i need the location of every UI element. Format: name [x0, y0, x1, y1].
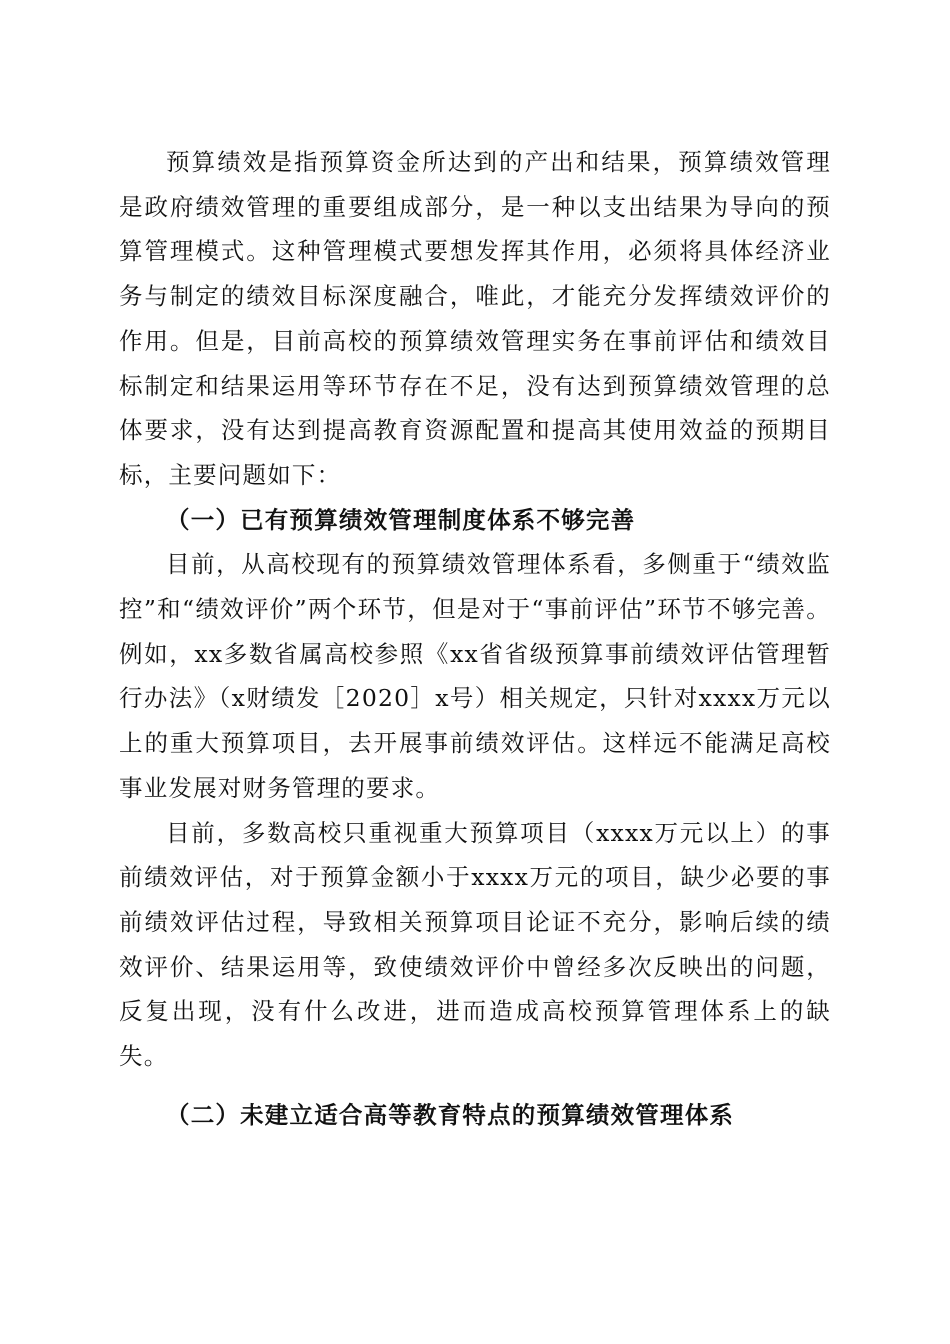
section-heading-2: （二）未建立适合高等教育特点的预算绩效管理体系 [166, 1100, 735, 1129]
paragraph-major-project-focus: 目前，多数高校只重视重大预算项目（xxxx万元以上）的事前绩效评估，对于预算金额小于xxxx万元的项目，缺少必要的事前绩效评估过程，导致相关预算项目论证不充分，影响后续的绩效评价、结果运用等，致使绩效评价中曾经多次反映出的问题，反复出现，没有什么改进，进而造成高校预算管理体系上的缺失。 [119, 818, 831, 1071]
paragraph-spacer [119, 1079, 831, 1093]
document-body [119, 140, 831, 1137]
paragraph-pre-evaluation-gap: 目前，从高校现有的预算绩效管理体系看，多侧重于“绩效监控”和“绩效评价”两个环节，但是对于“事前评估”环节不够完善。例如，xx多数省属高校参照《xx省省级预算事前绩效评估管理暂行办法》（x财绩发［2020］x号）相关规定，只针对xxxx万元以上的重大预算项目，去开展事前绩效评估。这样远不能满足高校事业发展对财务管理的要求。 [119, 550, 831, 802]
section-heading-1: （一）已有预算绩效管理制度体系不够完善 [166, 505, 636, 534]
paragraph-budget-performance-intro: 预算绩效是指预算资金所达到的产出和结果，预算绩效管理是政府绩效管理的重要组成部分，是一种以支出结果为导向的预算管理模式。这种管理模式要想发挥其作用，必须将具体经济业务与制定的绩效目标深度融合，唯此，才能充分发挥绩效评价的作用。但是，目前高校的预算绩效管理实务在事前评估和绩效目标制定和结果运用等环节存在不足，没有达到预算绩效管理的总体要求，没有达到提高教育资源配置和提高其使用效益的预期目标，主要问题如下： [119, 148, 831, 489]
